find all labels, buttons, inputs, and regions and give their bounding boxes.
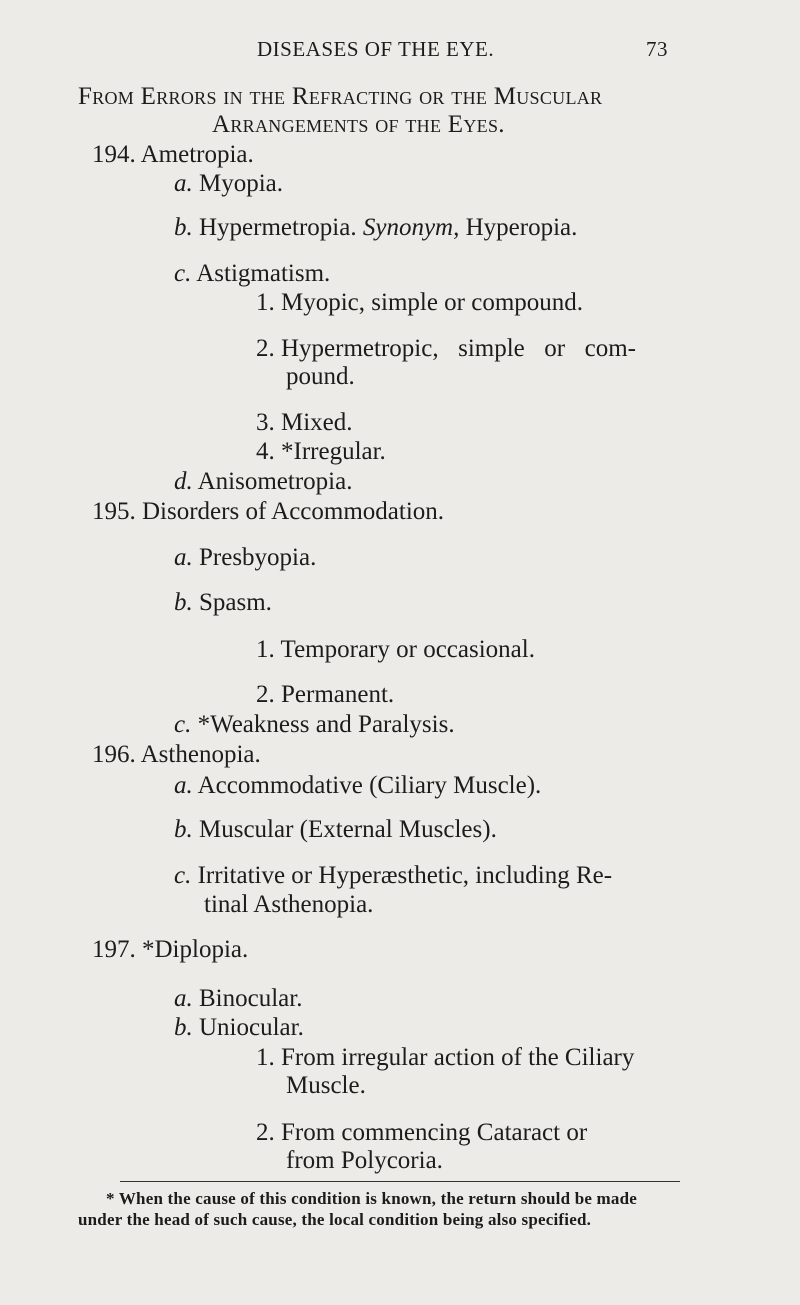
entry-194c-2-word4: com- [584,335,636,362]
entry-197a [174,984,302,1014]
entry-194c-2-word1: 2. Hypermetropic, [256,335,439,362]
entry-196c-letter: c. [174,862,192,889]
entry-196b [174,815,497,845]
entry-194d-text: Anisometropia. [197,468,353,495]
entry-197a-text: Binocular. [199,985,303,1012]
entry-196c-text-line2: tinal Asthenopia. [204,891,374,918]
entry-197b-text: Uniocular. [199,1014,304,1041]
entry-194c-3: 3. Mixed. [256,409,353,436]
entry-196b-letter: b. [174,816,193,843]
entry-195b-text: Spasm. [199,589,272,616]
entry-194a [174,169,283,199]
entry-195-title: 195. Disorders of Accommodation. [92,498,445,525]
entry-194b-text: Hypermetropia. [199,214,357,241]
entry-196c-text-line1: Irritative or Hyperæsthetic, including Re- [197,862,613,889]
entry-197b-2-line1: 2. From commencing Cataract or [256,1119,588,1146]
entry-195b-2: 2. Permanent. [256,681,395,708]
entry-194a-letter: a. [174,170,193,197]
entry-194c-text: Astigmatism. [196,260,331,287]
entry-195c-letter: c. [174,711,192,738]
footnote-line2: under the head of such cause, the local condition being also specified. [78,1210,592,1229]
entry-194c-4: 4. *Irregular. [256,438,386,465]
entry-197b-1-line1: 1. From irregular action of the Ciliary [256,1044,635,1071]
entry-195c-text: *Weakness and Paralysis. [197,711,455,738]
entry-194c-2-word3: or [544,335,566,362]
entry-194c-2-word2: simple [458,335,525,362]
entry-194d [174,467,352,497]
entry-196b-text: Muscular (External Muscles). [199,816,497,843]
entry-194b [174,213,577,243]
entry-195a-text: Presbyopia. [199,544,317,571]
entry-194c-letter: c. [174,260,192,287]
footnote-rule [120,1181,680,1182]
entry-194b-synonym-label: Synonym, [362,214,460,241]
entry-196a-letter: a. [174,772,193,799]
entry-195a [174,543,316,573]
entry-195c [174,710,455,740]
section-heading-line1: From Errors in the Refracting or the Muscular [78,83,603,110]
page-number: 73 [646,37,668,61]
entry-194c-2-line2: pound. [286,363,355,390]
entry-197b-2-line2: from Polycoria. [286,1147,443,1174]
entry-197b [174,1013,304,1043]
entry-194b-letter: b. [174,214,193,241]
entry-194d-letter: d. [174,468,193,495]
entry-197-title: 197. *Diplopia. [92,936,249,963]
entry-195b [174,588,272,618]
entry-196-title: 196. Asthenopia. [92,741,261,768]
entry-197b-1-line2: Muscle. [286,1072,366,1099]
entry-197b-letter: b. [174,1014,193,1041]
entry-195b-1: 1. Temporary or occasional. [256,636,535,663]
entry-194c-2-line1 [256,334,636,364]
entry-194a-text: Myopia. [199,170,284,197]
footnote-line1: * When the cause of this condition is known, the return should be made [106,1189,638,1208]
entry-196a-text: Accommodative (Ciliary Muscle). [197,772,542,799]
entry-195b-letter: b. [174,589,193,616]
running-title: DISEASES OF THE EYE. [257,37,495,61]
entry-197a-letter: a. [174,985,193,1012]
entry-194-title: 194. Ametropia. [92,141,254,168]
entry-194c [174,259,330,289]
section-heading-line2: Arrangements of the Eyes. [212,111,505,138]
entry-196c [174,861,612,891]
entry-194c-1: 1. Myopic, simple or compound. [256,289,584,316]
entry-196a [174,771,541,801]
entry-195a-letter: a. [174,544,193,571]
entry-194b-synonym-text: Hyperopia. [465,214,578,241]
